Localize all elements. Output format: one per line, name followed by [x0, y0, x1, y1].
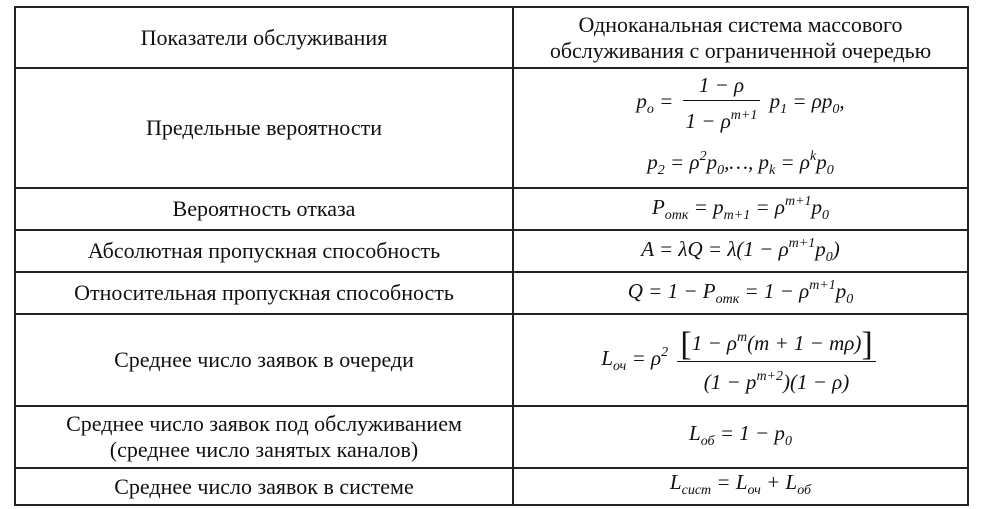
table-row — [15, 468, 968, 505]
row-label: Среднее число заявок в очереди — [15, 314, 513, 406]
header-metrics: Показатели обслуживания — [15, 7, 513, 68]
formula-lob: $L_{об} = 1 - p_0$ — [689, 420, 792, 449]
row-label: Вероятность отказа — [15, 188, 513, 230]
formula-cell — [513, 314, 968, 406]
table-row — [15, 272, 968, 314]
table-row — [15, 314, 968, 406]
formula-potk: $P_{отк} = p_{m+1} = \rho^{m+1}p_0$ — [651, 194, 830, 223]
formula-cell — [513, 272, 968, 314]
row-label: Абсолютная пропускная способность — [15, 230, 513, 272]
formula-cell — [513, 406, 968, 468]
formula-q: $Q = 1 - P_{отк} = 1 - \rho^{m+1}p_0$ — [627, 278, 854, 307]
formula-cell — [513, 230, 968, 272]
table-row — [15, 188, 968, 230]
formula-cell — [513, 68, 968, 188]
row-label: Предельные вероятности — [15, 68, 513, 188]
formula-p0-p1: $p_o$ = $\frac{1 - \rho}{1 - \rho^{m+1}}$ $p_1 = \rho p_0$, — [636, 73, 845, 133]
table-row — [15, 68, 968, 188]
formula-loch: $L_{оч} = \rho^2$ $\frac{[1 - \rho^m(m + 1 - m\rho)]}{(1 - p^{m+2})(1 - \rho)}$ — [601, 346, 879, 370]
fraction: $\frac{1 - \rho}{1 - \rho^{m+1}}$ — [683, 72, 761, 134]
formula-a: $A = \lambda Q = \lambda(1 - \rho^{m+1}p_0)$ — [641, 236, 840, 265]
table-row — [15, 230, 968, 272]
bracket-close: ] — [861, 326, 873, 364]
fraction: $\frac{[1 - \rho^m(m + 1 - m\rho)]}{(1 - p^{m+2})(1 - \rho)}$ — [677, 325, 875, 394]
formula-p2-pk: $p_2$ = $\rho^2p_0,\dots$, $p_k = \rho^kp_0$ — [647, 149, 834, 178]
bracket-open: [ — [680, 326, 692, 364]
formula-cell — [513, 188, 968, 230]
formula-cell — [513, 468, 968, 505]
formula-lsist: $L_{сист} = L_{оч} + L_{об}$ — [669, 470, 812, 498]
row-label: Среднее число заявок в системе — [15, 468, 513, 505]
row-label: Среднее число заявок под обслуживанием (среднее число занятых каналов) — [15, 406, 513, 468]
header-system: Одноканальная система массового обслуживания с ограниченной очередью — [513, 7, 968, 68]
table-row — [15, 406, 968, 468]
row-label: Относительная пропускная способность — [15, 272, 513, 314]
queue-metrics-table — [14, 6, 969, 506]
header-row — [15, 7, 968, 68]
